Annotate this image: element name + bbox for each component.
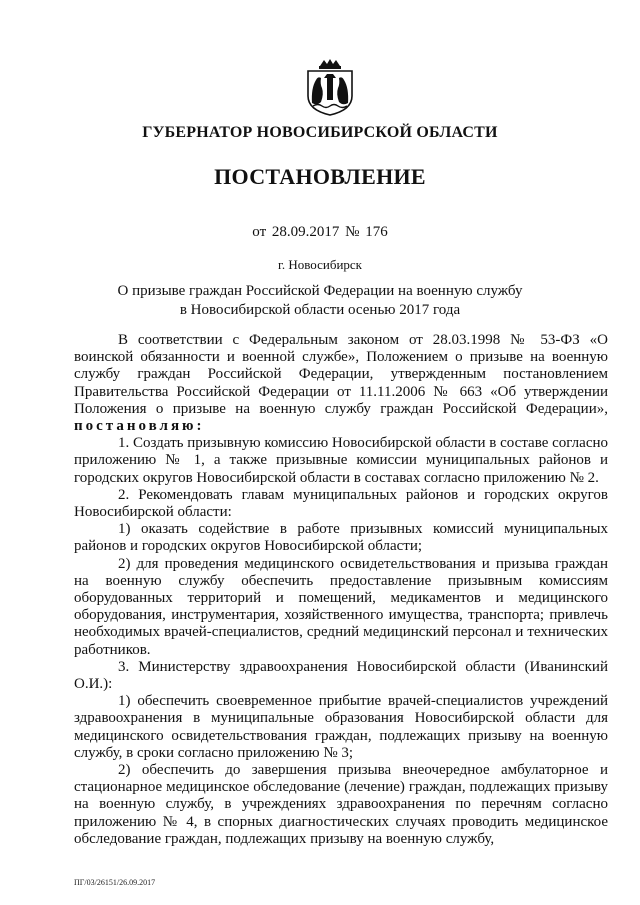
paragraph-1: 1. Создать призывную комиссию Новосибирской области в составе согласно приложению № 1, а также призывные комиссии муниципальных районов и городских округов Новосибирской области в составах согласно приложению № 2. xyxy=(74,435,608,486)
document-date-number: от 28.09.2017 № 176 xyxy=(252,224,388,240)
document-code: ПГ/03/26151/26.09.2017 xyxy=(74,878,156,887)
document-body xyxy=(74,332,608,848)
preamble-paragraph xyxy=(74,332,608,435)
document-city: г. Новосибирск xyxy=(277,257,362,272)
subject-line-2: в Новосибирской области осенью 2017 года xyxy=(179,302,461,318)
paragraph-3-item-1: 1) обеспечить своевременное прибытие врачей-специалистов учреждений здравоохранения в муниципальные образования Новосибирской области для медицинского освидетельствования граждан, подлежащих призыву на военную службу, в сроки согласно приложению № 3; xyxy=(74,693,608,761)
paragraph-3: 3. Министерству здравоохранения Новосибирской области (Иванинский О.И.): xyxy=(74,658,608,693)
paragraph-2-item-1: 1) оказать содействие в работе призывных комиссий муниципальных районов и городских округов Новосибирской области; xyxy=(74,521,608,555)
document-subject xyxy=(0,282,640,320)
paragraph-2: 2. Рекомендовать главам муниципальных районов и городских округов Новосибирской области: xyxy=(74,486,608,521)
coat-of-arms-icon xyxy=(304,58,356,116)
paragraph-2-item-2: 2) для проведения медицинского освидетельствования и призыва граждан на военную службу обеспечить предоставление призывным комиссиям оборудованных территорий и помещений, медикаментов и медицинского оборудования, инструментария, хозяйственного имущества, транспорта; привлечь необходимых врачей-специалистов, средний медицинский персонал и технических работников. xyxy=(74,555,608,658)
document-type: ПОСТАНОВЛЕНИЕ xyxy=(214,164,426,189)
resolve-word: постановляю: xyxy=(74,418,205,435)
subject-line-1: О призыве граждан Российской Федерации на военную службу xyxy=(117,283,523,299)
preamble-text: В соответствии с Федеральным законом от 28.03.1998 № 53-ФЗ «О воинской обязанности и военной службе», Положением о призыве на военную службу граждан Российской Федерации, утвержденным постановлением Правительства Российской Федерации от 11.11.2006 № 663 «Об утверждении Положения о призыве на военную службу граждан Российской Федерации», xyxy=(74,332,608,417)
issuer-title: ГУБЕРНАТОР НОВОСИБИРСКОЙ ОБЛАСТИ xyxy=(142,124,498,141)
paragraph-3-item-2: 2) обеспечить до завершения призыва внеочередное амбулаторное и стационарное медицинское обследование (лечение) граждан, подлежащих призыву на военную службу, в учреждениях здравоохранения по перечням согласно приложению № 4, в спорных диагностических случаях проводить медицинское обследование граждан, подлежащих призыву на военную службу, xyxy=(74,762,608,847)
